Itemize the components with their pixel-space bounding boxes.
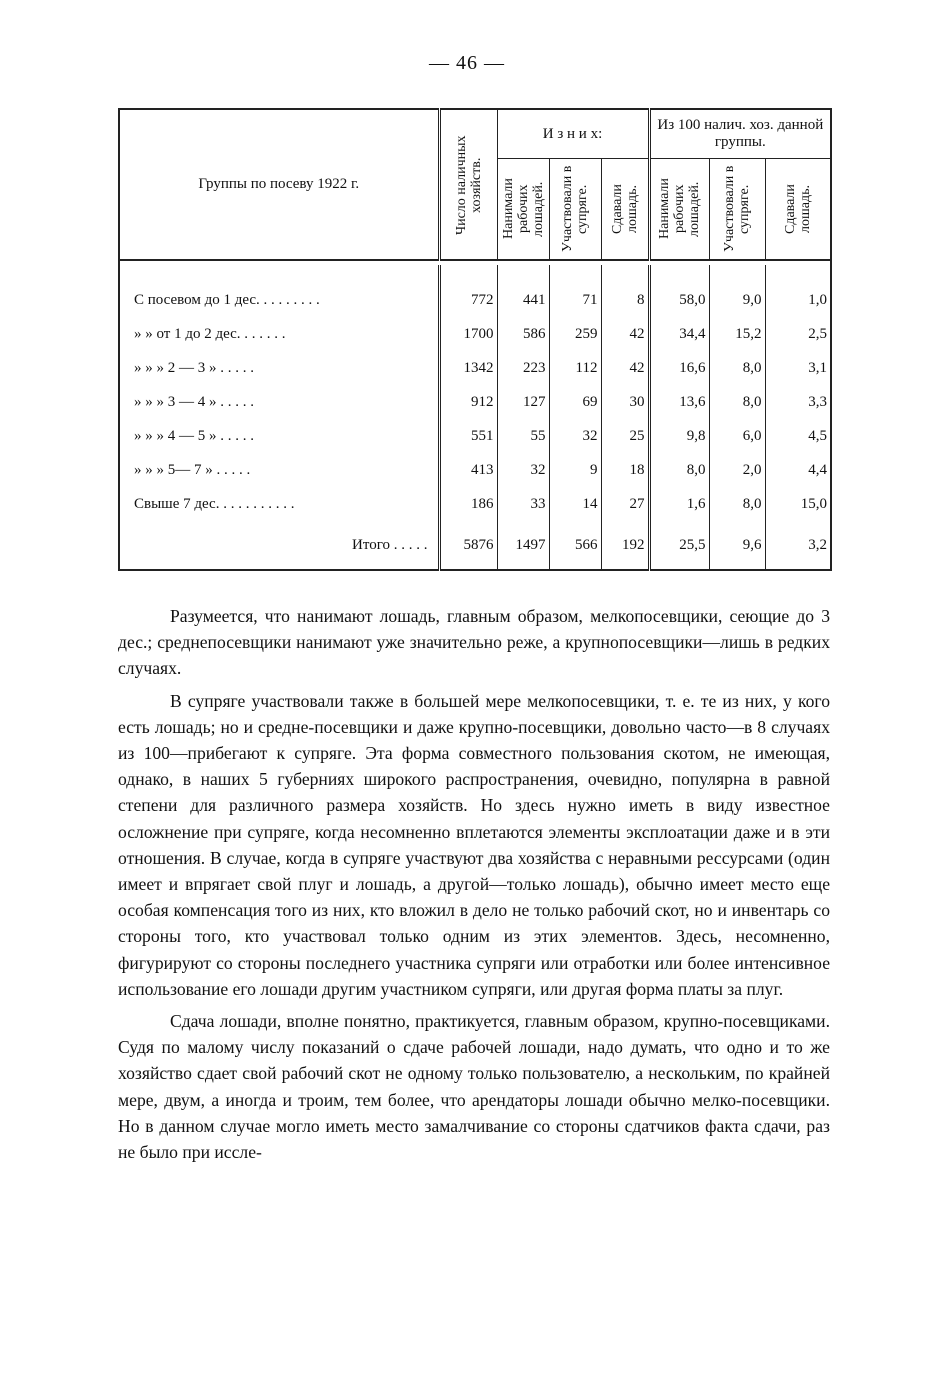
row-label: Свыше 7 дес. . . . . . . . . . .	[119, 487, 439, 521]
hired-cell: 441	[497, 265, 549, 317]
page-number: — 46 —	[429, 52, 505, 74]
rented-cell: 8	[601, 265, 649, 317]
pct-hired-cell: 16,6	[649, 351, 709, 385]
pct-rented-cell: 3,1	[765, 351, 831, 385]
pct-hired-cell: 8,0	[649, 453, 709, 487]
rented-cell: 42	[601, 317, 649, 351]
pct-hired-header: Нанимали рабочих лошадей.	[649, 159, 709, 261]
row-label: » » » 5— 7 » . . . . .	[119, 453, 439, 487]
of-them-header: И з н и х:	[497, 109, 649, 159]
rented-cell: 42	[601, 351, 649, 385]
joint-cell: 14	[549, 487, 601, 521]
hired-cell: 55	[497, 419, 549, 453]
pct-hired-cell: 13,6	[649, 385, 709, 419]
pct-joint-header: Участвовали в супряге.	[709, 159, 765, 261]
pct-hired-cell: 58,0	[649, 265, 709, 317]
households-cell: 551	[439, 419, 497, 453]
rented-cell: 192	[601, 521, 649, 570]
row-label: » » » 4 — 5 » . . . . .	[119, 419, 439, 453]
paragraph-joint-team: В супряге участвовали также в большей мере мелкопосевщики, т. е. те из них, у кого есть лошадь; но и средне-посевщики и даже крупно-посевщики, довольно часто—в 8 случаях из 100—прибегают к супряге. Эта форма совместного пользования скотом, не имеющая, однако, в наших 5 губерниях широкого распространения, очевидно, популярна в равной степени для различного размера хозяйств. Но здесь нужно иметь в виду известное осложнение при супряге, когда несомненно вплетаются элементы эксплоатации даже и в эти отношения. В случае, когда в супряге участвуют два хозяйства с неравными рессурсами (один имеет и впрягает свой плуг и лошадь, а другой—только лошадь), обычно имеет место еще особая компенсация того из них, кто вложил в дело не только рабочий скот, но и инвентарь со стороны того, кто участвовал только одним из этих элементов. Здесь, несомненно, фигурируют со стороны последнего участника супряги или отработки или более интенсивное использование его лошади другим участником супряги, или другая форма платы за плуг.	[118, 690, 830, 999]
rented-out-header: Сдавали лошадь.	[601, 159, 649, 261]
households-column-header: Число наличных хозяйств.	[439, 109, 497, 260]
rented-cell: 18	[601, 453, 649, 487]
pct-hired-cell: 1,6	[649, 487, 709, 521]
pct-rented-cell: 4,4	[765, 453, 831, 487]
households-cell: 912	[439, 385, 497, 419]
rented-cell: 25	[601, 419, 649, 453]
paragraph-renting-out: Сдача лошади, вполне понятно, практикуется, главным образом, крупно-посевщиками. Судя по малому числу показаний о сдаче рабочей лошади, надо думать, что одно и то же хозяйство сдает свой рабочий скот не одному только пользователю, а нескольким, по крайней мере, двум, а иногда и троим, тем более, что арендаторы лошади обычно мелко-посевщики. Но в данном случае могло иметь место замалчивание со стороны сдатчиков факта сдачи, раз не было при иссле-	[118, 1011, 830, 1163]
pct-rented-cell: 15,0	[765, 487, 831, 521]
row-label: С посевом до 1 дес. . . . . . . . .	[119, 265, 439, 317]
table-row	[119, 265, 831, 317]
joint-cell: 69	[549, 385, 601, 419]
table-row	[119, 317, 831, 351]
joint-team-header: Участвовали в супряге.	[549, 159, 601, 261]
joint-cell: 566	[549, 521, 601, 570]
pct-joint-cell: 8,0	[709, 351, 765, 385]
pct-joint-cell: 9,0	[709, 265, 765, 317]
pct-joint-cell: 15,2	[709, 317, 765, 351]
joint-cell: 112	[549, 351, 601, 385]
households-cell: 1342	[439, 351, 497, 385]
horse-usage-table	[118, 108, 832, 571]
hired-horses-header: Нанимали рабочих лошадей.	[497, 159, 549, 261]
households-cell: 186	[439, 487, 497, 521]
body-text	[118, 603, 830, 1171]
joint-cell: 259	[549, 317, 601, 351]
households-cell: 5876	[439, 521, 497, 570]
pct-hired-cell: 9,8	[649, 419, 709, 453]
households-cell: 1700	[439, 317, 497, 351]
households-cell: 413	[439, 453, 497, 487]
pct-rented-cell: 3,2	[765, 521, 831, 570]
paragraph-hiring: Разумеется, что нанимают лошадь, главным образом, мелкопосевщики, сеющие до 3 дес.; среднепосевщики нанимают уже значительно реже, а крупнопосевщики—лишь в редких случаях.	[118, 606, 830, 679]
pct-rented-cell: 1,0	[765, 265, 831, 317]
hired-cell: 223	[497, 351, 549, 385]
pct-joint-cell: 8,0	[709, 385, 765, 419]
total-row	[119, 521, 831, 570]
row-label: » » от 1 до 2 дес. . . . . . .	[119, 317, 439, 351]
row-label: » » » 2 — 3 » . . . . .	[119, 351, 439, 385]
row-label: » » » 3 — 4 » . . . . .	[119, 385, 439, 419]
hired-cell: 1497	[497, 521, 549, 570]
total-label: Итого . . . . .	[119, 521, 439, 570]
joint-cell: 71	[549, 265, 601, 317]
hired-cell: 33	[497, 487, 549, 521]
group-column-header: Группы по посеву 1922 г.	[119, 109, 439, 260]
pct-rented-cell: 2,5	[765, 317, 831, 351]
rented-cell: 27	[601, 487, 649, 521]
table-row	[119, 385, 831, 419]
table-row	[119, 419, 831, 453]
pct-joint-cell: 8,0	[709, 487, 765, 521]
pct-joint-cell: 6,0	[709, 419, 765, 453]
table-row	[119, 351, 831, 385]
pct-joint-cell: 9,6	[709, 521, 765, 570]
table-row	[119, 487, 831, 521]
table-row	[119, 453, 831, 487]
pct-rented-cell: 3,3	[765, 385, 831, 419]
pct-joint-cell: 2,0	[709, 453, 765, 487]
pct-hired-cell: 34,4	[649, 317, 709, 351]
rented-cell: 30	[601, 385, 649, 419]
pct-hired-cell: 25,5	[649, 521, 709, 570]
households-cell: 772	[439, 265, 497, 317]
joint-cell: 9	[549, 453, 601, 487]
joint-cell: 32	[549, 419, 601, 453]
pct-rented-cell: 4,5	[765, 419, 831, 453]
hired-cell: 586	[497, 317, 549, 351]
hired-cell: 32	[497, 453, 549, 487]
pct-rented-header: Сдавали лошадь.	[765, 159, 831, 261]
per-100-header: Из 100 налич. хоз. данной группы.	[649, 109, 831, 159]
hired-cell: 127	[497, 385, 549, 419]
